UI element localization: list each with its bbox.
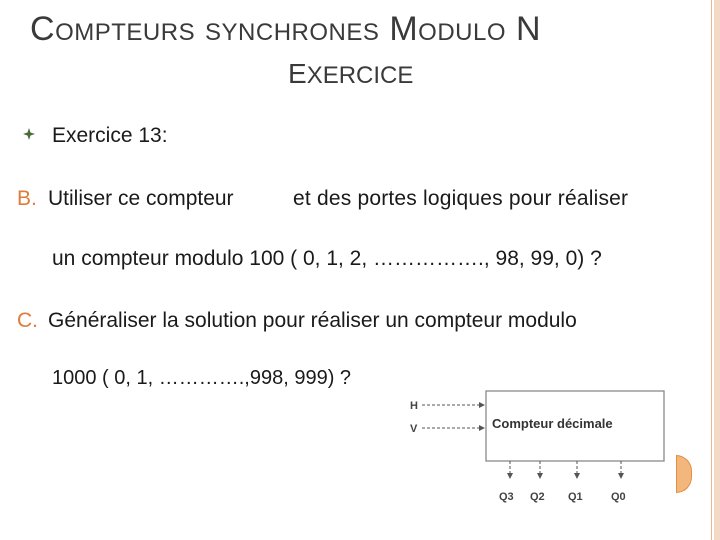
item-c-marker: C. [17, 309, 38, 332]
input-h-label: H [410, 400, 418, 412]
input-v-label: V [410, 423, 418, 435]
item-c-text-2: 1000 ( 0, 1, ………….,998, 999) ? [52, 367, 352, 389]
output-q2-label: Q2 [530, 491, 545, 503]
slide-title: COMPTEURS SYNCHRONES MODULO N [30, 10, 542, 48]
output-q0-label: Q0 [611, 491, 626, 503]
counter-block-diagram [400, 385, 680, 540]
item-c-text-1: Généraliser la solution pour réaliser un compteur modulo [48, 309, 577, 332]
item-b-text-2: un compteur modulo 100 ( 0, 1, 2, ……………., 98, 99, 0) ? [52, 247, 602, 270]
exercise-heading: Exercice 13: [52, 124, 168, 147]
item-b-text-1b: et des portes logiques pour réaliser [293, 187, 629, 210]
item-b-marker: B. [17, 187, 37, 210]
output-q1-label: Q1 [568, 491, 583, 503]
item-b-text-1a: Utiliser ce compteur [48, 187, 234, 210]
diamond-bullet-icon [22, 127, 36, 141]
slide-frame-border [714, 0, 720, 540]
counter-box-label: Compteur décimale [492, 416, 613, 431]
slide-subtitle: EXERCICE [288, 58, 414, 89]
output-q3-label: Q3 [499, 491, 514, 503]
slide-frame-line [711, 0, 712, 540]
